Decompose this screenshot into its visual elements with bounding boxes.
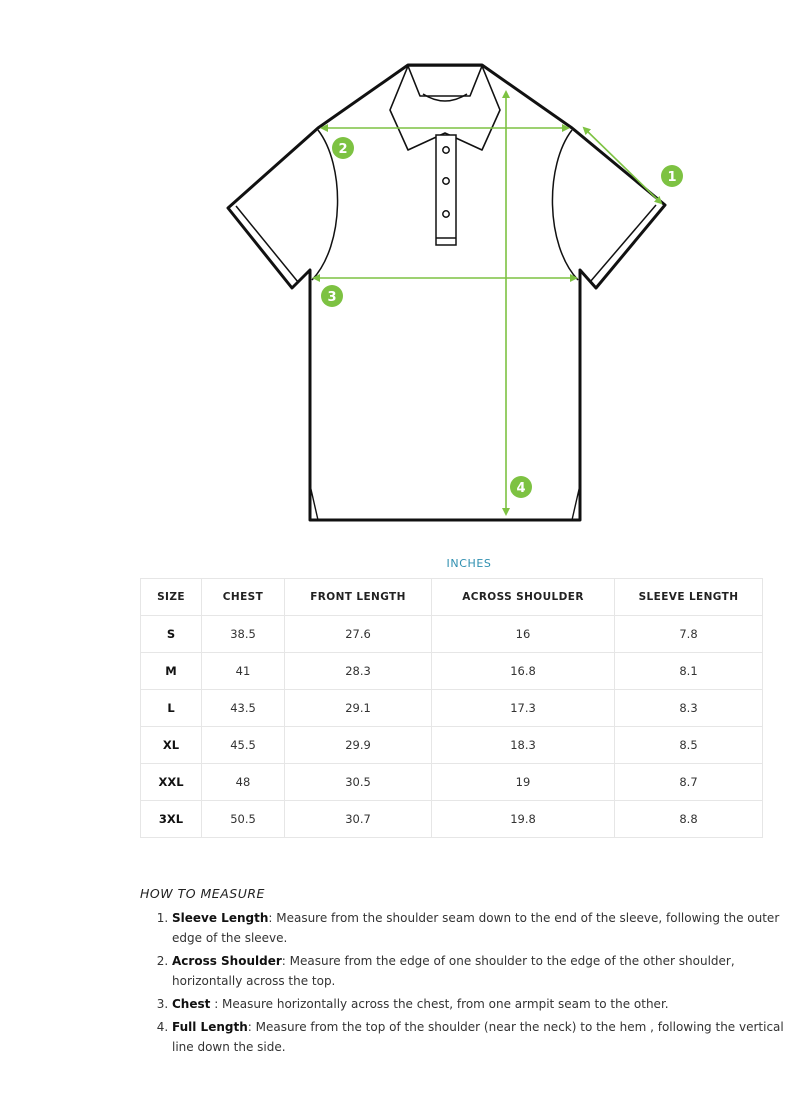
- header-size: SIZE: [141, 579, 202, 616]
- header-front-length: FRONT LENGTH: [285, 579, 432, 616]
- size-cell: 3XL: [141, 801, 202, 838]
- svg-text:3: 3: [327, 290, 337, 305]
- table-row: [141, 764, 763, 801]
- header-chest: CHEST: [202, 579, 285, 616]
- across-shoulder-cell: 16.8: [432, 653, 615, 690]
- marker-1: [661, 165, 683, 187]
- sleeve-length-cell: 8.7: [615, 764, 763, 801]
- marker-3: [321, 285, 343, 307]
- sleeve-length-cell: 8.5: [615, 727, 763, 764]
- size-cell: S: [141, 616, 202, 653]
- size-cell: XL: [141, 727, 202, 764]
- front-length-cell: 28.3: [285, 653, 432, 690]
- instruction-full-length: [172, 1017, 792, 1057]
- marker-2: [332, 137, 354, 159]
- polo-shirt-diagram: [0, 0, 800, 540]
- chest-cell: 50.5: [202, 801, 285, 838]
- front-length-cell: 27.6: [285, 616, 432, 653]
- how-to-measure-heading: HOW TO MEASURE: [140, 886, 265, 901]
- table-row: [141, 616, 763, 653]
- unit-label: INCHES: [446, 557, 492, 570]
- front-length-cell: 29.9: [285, 727, 432, 764]
- measure-instructions-list: [140, 908, 792, 1060]
- sleeve-length-cell: 8.8: [615, 801, 763, 838]
- table-row: [141, 653, 763, 690]
- svg-text:2: 2: [338, 142, 348, 157]
- front-length-cell: 30.7: [285, 801, 432, 838]
- sleeve-length-cell: 7.8: [615, 616, 763, 653]
- marker-4: [510, 476, 532, 498]
- placket: [436, 135, 456, 245]
- instruction-text: : Measure horizontally across the chest, from one armpit seam to the other.: [210, 997, 669, 1011]
- front-length-cell: 29.1: [285, 690, 432, 727]
- chest-cell: 38.5: [202, 616, 285, 653]
- header-across-shoulder: ACROSS SHOULDER: [432, 579, 615, 616]
- chest-cell: 48: [202, 764, 285, 801]
- table-header-row: [141, 579, 763, 616]
- instruction-sleeve-length: [172, 908, 792, 948]
- chest-cell: 45.5: [202, 727, 285, 764]
- button-middle: [443, 178, 449, 184]
- svg-text:1: 1: [667, 170, 677, 185]
- across-shoulder-cell: 16: [432, 616, 615, 653]
- instruction-chest: [172, 994, 792, 1014]
- svg-text:4: 4: [516, 481, 526, 496]
- table-row: [141, 801, 763, 838]
- across-shoulder-cell: 19: [432, 764, 615, 801]
- chest-cell: 41: [202, 653, 285, 690]
- across-shoulder-cell: 19.8: [432, 801, 615, 838]
- across-shoulder-cell: 18.3: [432, 727, 615, 764]
- instruction-text: : Measure from the shoulder seam down to the end of the sleeve, following the outer edge of the sleeve.: [172, 911, 780, 945]
- instruction-term: Chest: [172, 997, 211, 1011]
- table-row: [141, 727, 763, 764]
- instruction-term: Full Length: [172, 1020, 248, 1034]
- size-cell: M: [141, 653, 202, 690]
- front-length-cell: 30.5: [285, 764, 432, 801]
- size-chart-table: [140, 578, 763, 838]
- sleeve-length-cell: 8.3: [615, 690, 763, 727]
- instruction-across-shoulder: [172, 951, 792, 991]
- sleeve-length-cell: 8.1: [615, 653, 763, 690]
- instruction-term: Across Shoulder: [172, 954, 282, 968]
- header-sleeve-length: SLEEVE LENGTH: [615, 579, 763, 616]
- instruction-text: : Measure from the edge of one shoulder to the edge of the other shoulder, horizontally across the top.: [172, 954, 735, 988]
- button-bottom: [443, 211, 449, 217]
- size-cell: XXL: [141, 764, 202, 801]
- table-row: [141, 690, 763, 727]
- instruction-term: Sleeve Length: [172, 911, 269, 925]
- instruction-text: : Measure from the top of the shoulder (near the neck) to the hem , following the vertical line down the side.: [172, 1020, 784, 1054]
- across-shoulder-cell: 17.3: [432, 690, 615, 727]
- chest-cell: 43.5: [202, 690, 285, 727]
- button-top: [443, 147, 449, 153]
- size-cell: L: [141, 690, 202, 727]
